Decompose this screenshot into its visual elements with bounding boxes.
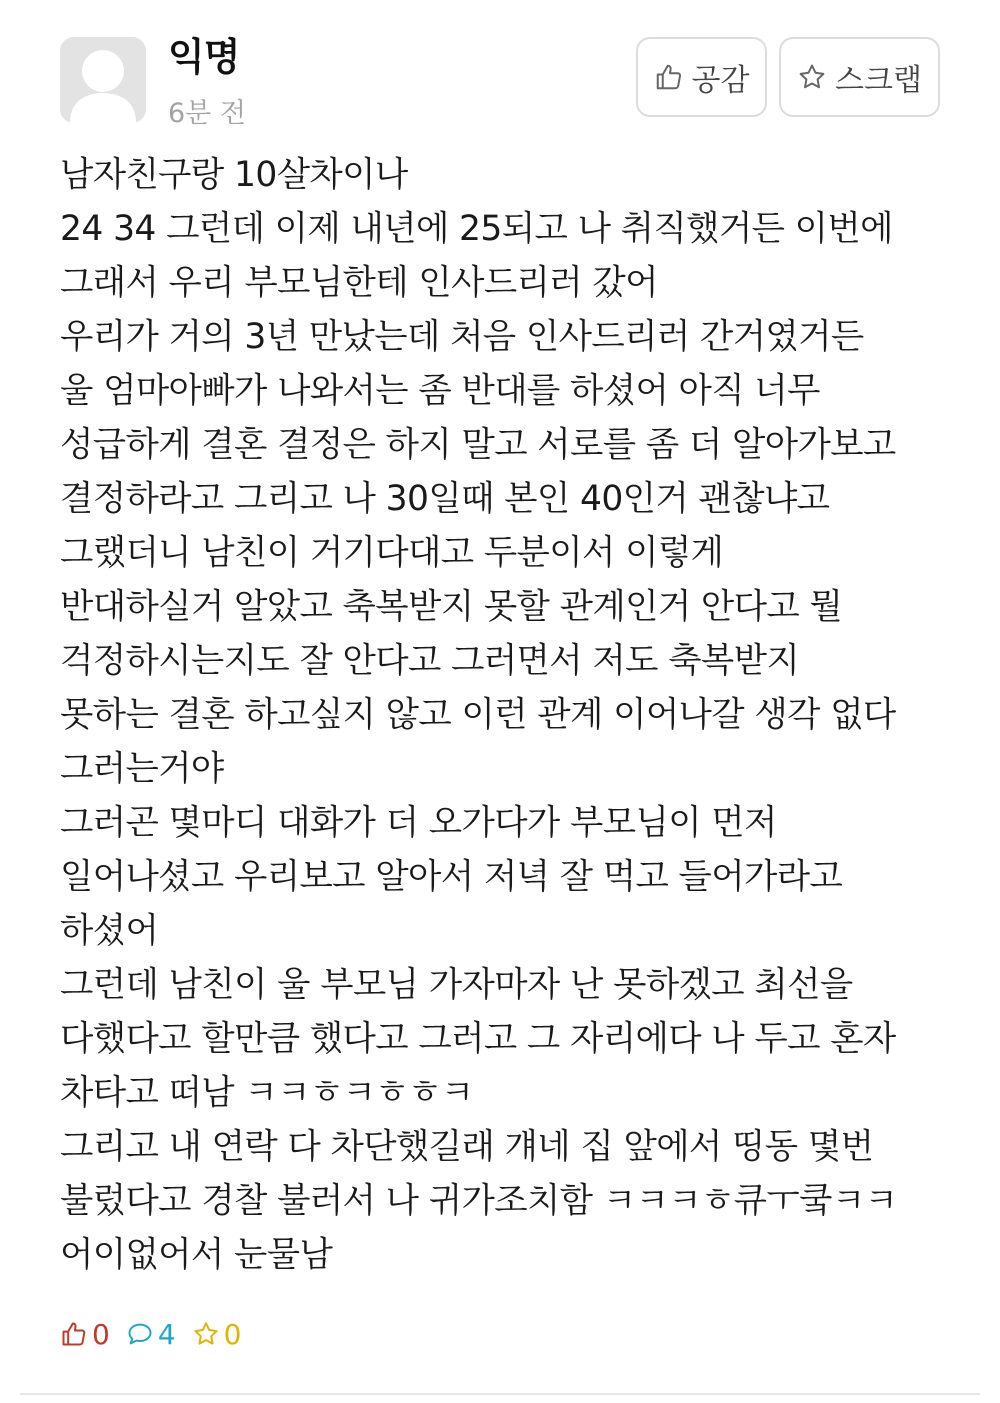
divider [20, 1393, 980, 1395]
post-header [0, 0, 1000, 140]
scrap-button[interactable] [779, 37, 940, 117]
post-line: 결정하라고 그리고 나 30일때 본인 40인거 괜찮냐고 [60, 479, 830, 519]
scrap-button-label: 스크랩 [835, 63, 922, 98]
post-line: 그런데 남친이 울 부모님 가자마자 난 못하겠고 최선을 [60, 965, 853, 1005]
post-time: 6분 전 [168, 98, 246, 129]
post-line: 하셨어 [60, 911, 159, 951]
default-avatar-icon [60, 37, 146, 123]
post-stats [60, 1314, 257, 1354]
post-line: 불렀다고 경찰 불러서 나 귀가조치함 ㅋㅋㅋㅎ큐ㅜ쿸ㅋㅋ [60, 1181, 898, 1221]
star-icon [797, 62, 827, 92]
avatar [60, 37, 146, 123]
post-line: 다했다고 할만큼 했다고 그러고 그 자리에다 나 두고 혼자 [60, 1019, 896, 1059]
post-line: 걱정하시는지도 잘 안다고 그러면서 저도 축복받지 [60, 641, 800, 681]
post-line: 반대하실거 알았고 축복받지 못할 관계인거 안다고 뭘 [60, 587, 843, 627]
author-name[interactable]: 익명 [168, 35, 240, 79]
post-line: 울 엄마아빠가 나와서는 좀 반대를 하셨어 아직 너무 [60, 371, 820, 411]
post-line: 그랬더니 남친이 거기다대고 두분이서 이렇게 [60, 533, 724, 573]
like-count[interactable] [60, 1318, 110, 1351]
post-line: 그러곤 몇마디 대화가 더 오가다가 부모님이 먼저 [60, 803, 777, 843]
post-line: 그리고 내 연락 다 차단했길래 걔네 집 앞에서 띵동 몇번 [60, 1127, 874, 1167]
post-line: 일어나셨고 우리보고 알아서 저녁 잘 먹고 들어가라고 [60, 857, 843, 897]
post-body [60, 148, 960, 1282]
scrap-count[interactable] [192, 1318, 242, 1351]
like-button-label: 공감 [691, 63, 750, 98]
post-line: 그러는거야 [60, 749, 224, 789]
thumbs-up-icon [654, 62, 684, 92]
comment-count-value: 4 [157, 1317, 176, 1351]
post-line: 그래서 우리 부모님한테 인사드리러 갔어 [60, 263, 658, 303]
scrap-count-value: 0 [223, 1317, 242, 1351]
like-count-value: 0 [92, 1317, 110, 1351]
star-icon [192, 1320, 220, 1348]
like-button[interactable] [636, 37, 767, 117]
speech-bubble-icon [126, 1320, 154, 1348]
post-line: 성급하게 결혼 결정은 하지 말고 서로를 좀 더 알아가보고 [60, 425, 896, 465]
post-line: 어이없어서 눈물남 [60, 1235, 333, 1275]
post-line: 24 34 그런데 이제 내년에 25되고 나 취직했거든 이번에 [60, 209, 893, 249]
post-line: 차타고 떠남 ㅋㅋㅎㅋㅎㅎㅋ [60, 1073, 474, 1113]
post-line: 남자친구랑 10살차이나 [60, 155, 408, 195]
comment-count[interactable] [126, 1318, 176, 1351]
post-line: 못하는 결혼 하고싶지 않고 이런 관계 이어나갈 생각 없다 [60, 695, 896, 735]
thumbs-up-icon [60, 1320, 88, 1348]
post-line: 우리가 거의 3년 만났는데 처음 인사드리러 간거였거든 [60, 317, 864, 357]
